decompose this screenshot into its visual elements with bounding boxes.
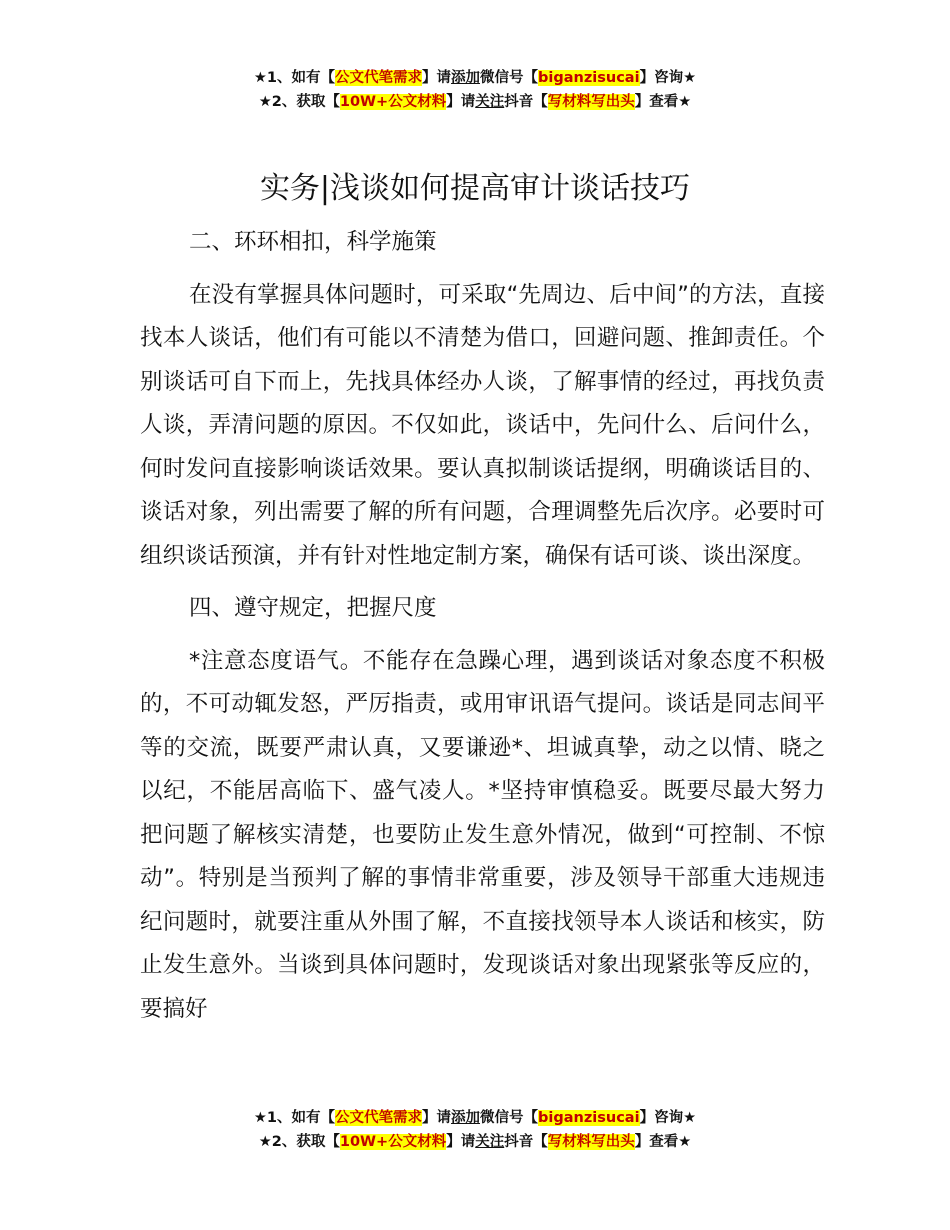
- promo-line-2: ★2、获取【10W+公文材料】请关注抖音【写材料写出头】查看★: [258, 1134, 692, 1150]
- document-body: [140, 221, 825, 1031]
- promo-line-2: ★2、获取【10W+公文材料】请关注抖音【写材料写出头】查看★: [258, 94, 692, 110]
- promo-line-1: ★1、如有【公文代笔需求】请添加微信号【biganzisucai】咨询★: [253, 70, 697, 86]
- highlight-materials: 10W+公文材料: [339, 1134, 447, 1150]
- highlight-materials: 10W+公文材料: [339, 94, 447, 110]
- paragraph-2: *注意态度语气。不能存在急躁心理，遇到谈话对象态度不积极的，不可动辄发怒，严厉指责，或用审讯语气提问。谈话是同志间平等的交流，既要严肃认真，又要谦逊*、坦诚真挚，动之以情、晓之以纪，不能居高临下、盛气凌人。*坚持审慎稳妥。既要尽最大努力把问题了解核实清楚，也要防止发生意外情况，做到“可控制、不惊动”。特别是当预判了解的事情非常重要，涉及领导干部重大违规违纪问题时，就要注重从外围了解，不直接找领导本人谈话和核实，防止发生意外。当谈到具体问题时，发现谈话对象出现紧张等反应的，要搞好: [140, 647, 825, 1022]
- highlight-wechat-id: biganzisucai: [538, 1110, 640, 1126]
- document-title: 实务|浅谈如何提高审计谈话技巧: [259, 171, 691, 206]
- footer-promo-banner: [0, 1106, 950, 1154]
- header-promo-banner: [0, 66, 950, 114]
- highlight-service: 公文代笔需求: [335, 1110, 423, 1126]
- highlight-service: 公文代笔需求: [335, 70, 423, 86]
- section-heading-2: 二、环环相扣，科学施策: [189, 229, 437, 255]
- highlight-douyin-account: 写材料写出头: [547, 94, 635, 110]
- paragraph-1: 在没有掌握具体问题时，可采取“先周边、后中间”的方法，直接找本人谈话，他们有可能以不清楚为借口，回避问题、推卸责任。个别谈话可自下而上，先找具体经办人谈，了解事情的经过，再找负责人谈，弄清问题的原因。不仅如此，谈话中，先问什么、后问什么，何时发问直接影响谈话效果。要认真拟制谈话提纲，明确谈话目的、谈话对象，列出需要了解的所有问题，合理调整先后次序。必要时可组织谈话预演，并有针对性地定制方案，确保有话可谈、谈出深度。: [140, 281, 825, 569]
- highlight-douyin-account: 写材料写出头: [547, 1134, 635, 1150]
- section-heading-4: 四、遵守规定，把握尺度: [189, 595, 437, 621]
- highlight-wechat-id: biganzisucai: [538, 70, 640, 86]
- promo-line-1: ★1、如有【公文代笔需求】请添加微信号【biganzisucai】咨询★: [253, 1110, 697, 1126]
